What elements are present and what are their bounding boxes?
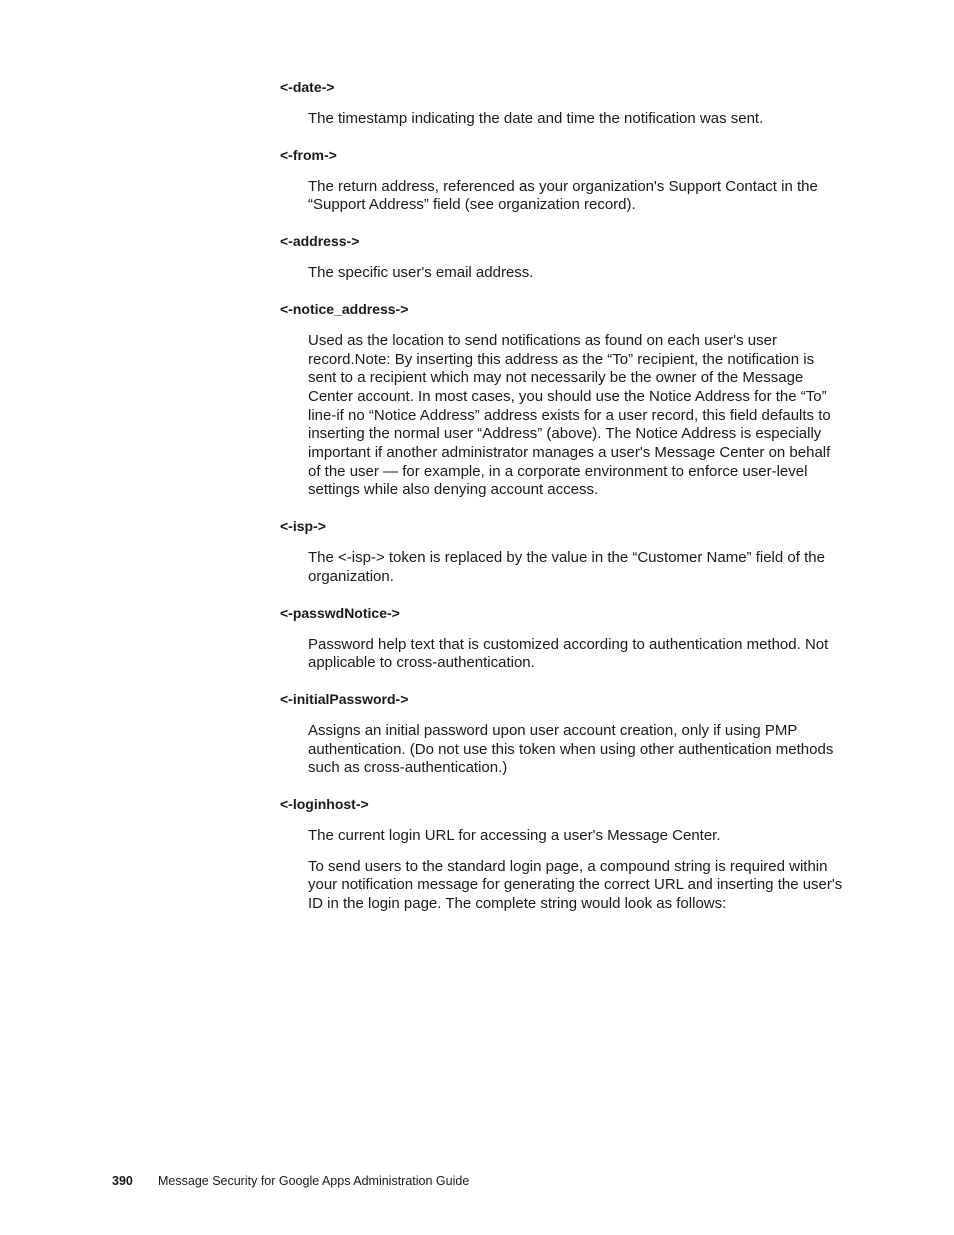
description-paragraph: The return address, referenced as your organization's Support Contact in the “Support Address” field (see organization record). (308, 177, 818, 214)
token-description (308, 178, 845, 215)
description-paragraph: The timestamp indicating the date and time the notification was sent. (308, 110, 764, 127)
token-name: <-isp-> (280, 518, 326, 535)
token-description (308, 827, 845, 914)
token-name: <-address-> (280, 233, 360, 250)
token-description (308, 264, 845, 283)
document-title: Message Security for Google Apps Administration Guide (158, 1174, 470, 1188)
token-description (308, 110, 845, 129)
description-paragraph: Assigns an initial password upon user account creation, only if using PMP authentication. (Do not use this token when using other authentication methods such as cross-authentication.) (308, 721, 834, 777)
token-description (308, 722, 845, 778)
token-entry-isp (280, 517, 845, 586)
token-name: <-passwdNotice-> (280, 604, 400, 621)
token-entry-address (280, 232, 845, 283)
token-description (308, 549, 845, 586)
description-paragraph: Password help text that is customized according to authentication method. Not applicable to cross-authentication. (308, 635, 829, 672)
token-description (308, 636, 845, 673)
token-name: <-notice_address-> (280, 300, 409, 317)
description-paragraph: The <-isp-> token is replaced by the value in the “Customer Name” field of the organization. (308, 549, 825, 585)
token-name: <-loginhost-> (280, 796, 369, 813)
token-name: <-from-> (280, 146, 337, 163)
token-entry-passwd-notice (280, 604, 845, 673)
token-reference-list (280, 78, 845, 931)
token-entry-from (280, 146, 845, 215)
token-entry-loginhost (280, 795, 845, 914)
description-paragraph: The specific user's email address. (308, 264, 534, 282)
token-entry-initial-password (280, 690, 845, 778)
token-name: <-date-> (280, 79, 335, 95)
page-number: 390 (112, 1174, 133, 1188)
token-entry-notice-address (280, 300, 845, 500)
page-footer (112, 1173, 469, 1189)
token-entry-date (280, 78, 845, 129)
description-paragraph: The current login URL for accessing a user's Message Center. (308, 827, 721, 845)
token-name: <-initialPassword-> (280, 690, 409, 707)
description-paragraph: To send users to the standard login page, a compound string is required within your notification message for generating the correct URL and inserting the user's ID in the login page. The complete string would look as follows: (308, 857, 843, 913)
description-paragraph: Used as the location to send notifications as found on each user's user record.Note: By inserting this address as the “To” recipient, the notification is sent to a recipient which may not necessarily be the owner of the Message Center account. In most cases, you should use the Notice Address for the “To” line-if no “Notice Address” address exists for a user record, this field defaults to inserting the normal user “Address” (above). The Notice Address is especially important if another administrator manages a user's Message Center on behalf of the user — for example, in a corporate environment to enforce user-level settings while also denying account access. (308, 331, 831, 499)
token-description (308, 332, 845, 500)
